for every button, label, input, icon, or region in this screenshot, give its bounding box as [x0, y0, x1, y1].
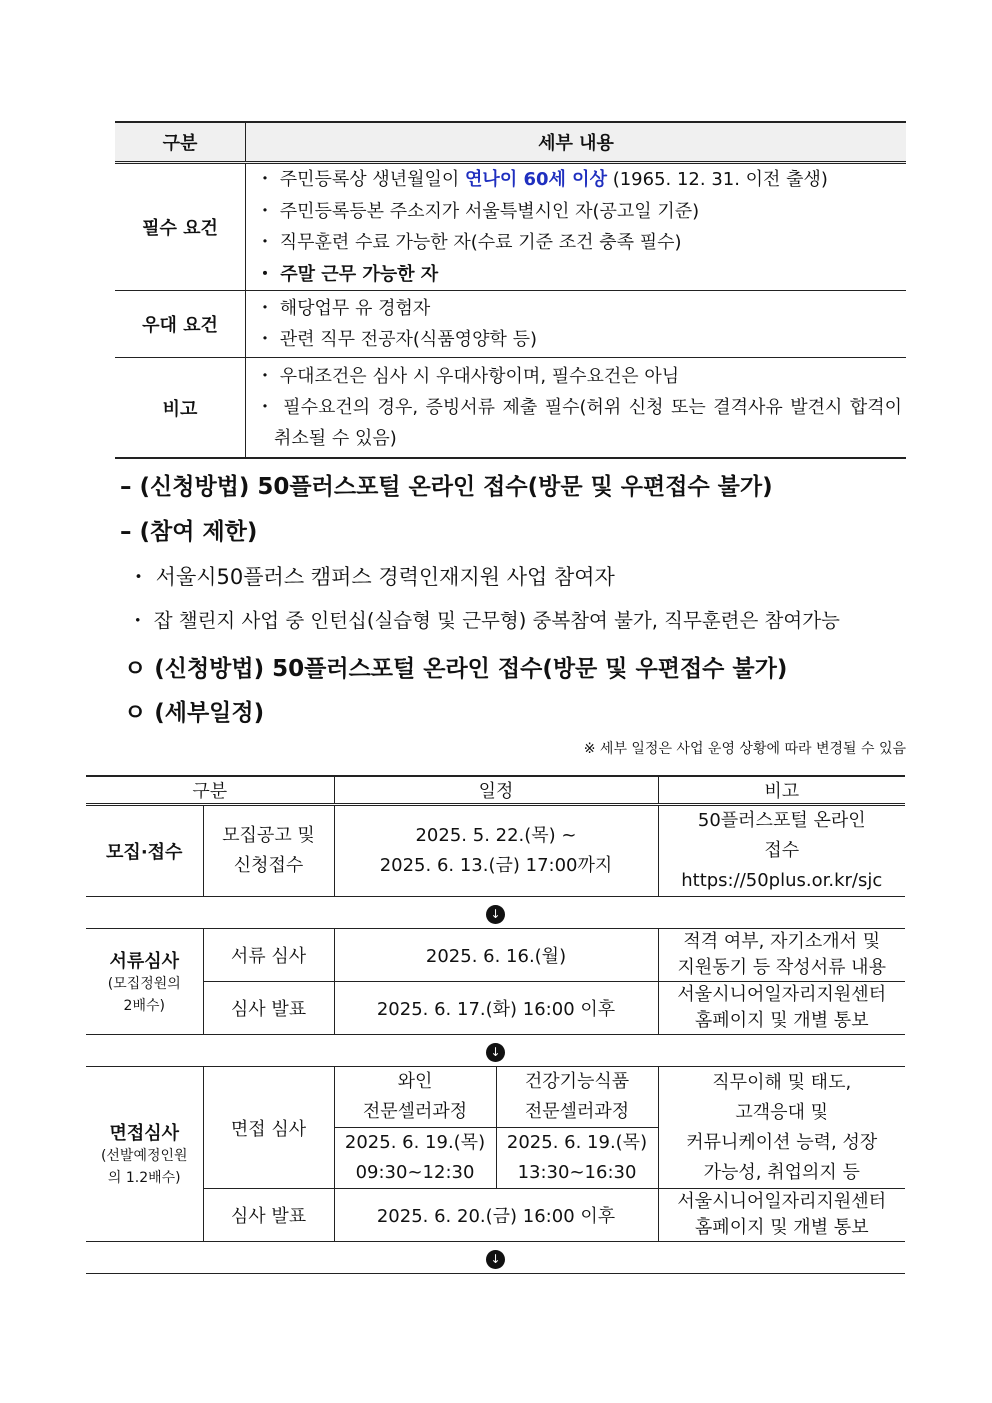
- date-interview-result: 2025. 6. 20.(금) 16:00 이후: [334, 1189, 658, 1242]
- header-date: 일정: [334, 776, 658, 805]
- list-item: ・ 관련 직무 전공자(식품영양학 등): [256, 329, 537, 350]
- requirements-table: [115, 121, 906, 459]
- row-label-remarks: 비고: [115, 358, 246, 459]
- arrow-down-icon: ↓: [486, 1043, 505, 1062]
- list-item: ・ 필수요건의 경우, 증빙서류 제출 필수(허위 신청 또는 결격사유 발견시 합격이 취소될 수 있음): [256, 397, 902, 450]
- category-document: 서류심사 (모집정원의 2배수): [86, 929, 203, 1035]
- arrow-down-icon: ↓: [486, 1250, 505, 1269]
- heading-participation-limit: – (참여 제한): [120, 519, 258, 545]
- step-interview: 면접 심사: [203, 1067, 334, 1189]
- heading-apply-method-2: ㅇ (신청방법) 50플러스포털 온라인 접수(방문 및 우편접수 불가): [124, 656, 788, 682]
- header-division: 구분: [86, 776, 334, 805]
- list-item: ・ 주말 근무 가능한 자: [256, 263, 439, 285]
- row-label-required: 필수 요건: [115, 163, 246, 291]
- step-document-result: 심사 발표: [203, 982, 334, 1035]
- date-interview-health: 2025. 6. 19.(목) 13:30~16:30: [496, 1128, 658, 1189]
- list-item: ・ 주민등록상 생년월일이 연나이 60세 이상 (1965. 12. 31. 이전 출생): [256, 169, 828, 190]
- date-document-result: 2025. 6. 17.(화) 16:00 이후: [334, 982, 658, 1035]
- list-item: ・ 주민등록등본 주소지가 서울특별시인 자(공고일 기준): [256, 200, 700, 222]
- header-note: 비고: [658, 776, 905, 805]
- preferred-details: [246, 291, 907, 358]
- date-document-review: 2025. 6. 16.(월): [334, 929, 658, 982]
- note-document-result: 서울시니어일자리지원센터 홈페이지 및 개별 통보: [658, 982, 905, 1035]
- schedule-table: [86, 775, 905, 1274]
- note-interview: 직무이해 및 태도, 고객응대 및 커뮤니케이션 능력, 성장 가능성, 취업의지 등: [658, 1067, 905, 1189]
- category-interview: 면접심사 (선발예정인원 의 1.2배수): [86, 1067, 203, 1242]
- list-item: ・ 직무훈련 수료 가능한 자(수료 기준 조건 충족 필수): [256, 232, 682, 253]
- age-highlight: 연나이 60세 이상: [465, 169, 607, 190]
- course-wine: 와인 전문셀러과정: [334, 1067, 496, 1128]
- step-recruit: 모집공고 및 신청접수: [203, 805, 334, 897]
- heading-schedule: ㅇ (세부일정): [124, 700, 265, 726]
- heading-apply-method: – (신청방법) 50플러스포털 온라인 접수(방문 및 우편접수 불가): [120, 474, 773, 500]
- header-details: 세부 내용: [246, 122, 907, 163]
- note-interview-result: 서울시니어일자리지원센터 홈페이지 및 개별 통보: [658, 1189, 905, 1242]
- bullet-job-challenge: ・ 잡 챌린지 사업 중 인턴십(실습형 및 근무형) 중복참여 불가, 직무훈련은 참여가능: [128, 609, 840, 632]
- row-label-preferred: 우대 요건: [115, 291, 246, 358]
- schedule-note: ※ 세부 일정은 사업 운영 상황에 따라 변경될 수 있음: [583, 741, 906, 757]
- required-details: [246, 163, 907, 291]
- step-document-review: 서류 심사: [203, 929, 334, 982]
- note-document-review: 적격 여부, 자기소개서 및 지원동기 등 작성서류 내용: [658, 929, 905, 982]
- bullet-campus-participant: ・ 서울시50플러스 캠퍼스 경력인재지원 사업 참여자: [128, 565, 615, 589]
- course-health-food: 건강기능식품 전문셀러과정: [496, 1067, 658, 1128]
- date-interview-wine: 2025. 6. 19.(목) 09:30~12:30: [334, 1128, 496, 1189]
- date-recruit: 2025. 5. 22.(목) ~ 2025. 6. 13.(금) 17:00까지: [334, 805, 658, 897]
- list-item: ・ 해당업무 유 경험자: [256, 297, 431, 319]
- list-item: ・ 우대조건은 심사 시 우대사항이며, 필수요건은 아님: [256, 365, 680, 387]
- category-recruit: 모집·접수: [86, 805, 203, 897]
- note-recruit: 50플러스포털 온라인 접수 https://50plus.or.kr/sjc: [658, 805, 905, 897]
- step-interview-result: 심사 발표: [203, 1189, 334, 1242]
- remarks-details: [246, 358, 907, 459]
- header-division: 구분: [115, 122, 246, 163]
- arrow-down-icon: ↓: [486, 905, 505, 924]
